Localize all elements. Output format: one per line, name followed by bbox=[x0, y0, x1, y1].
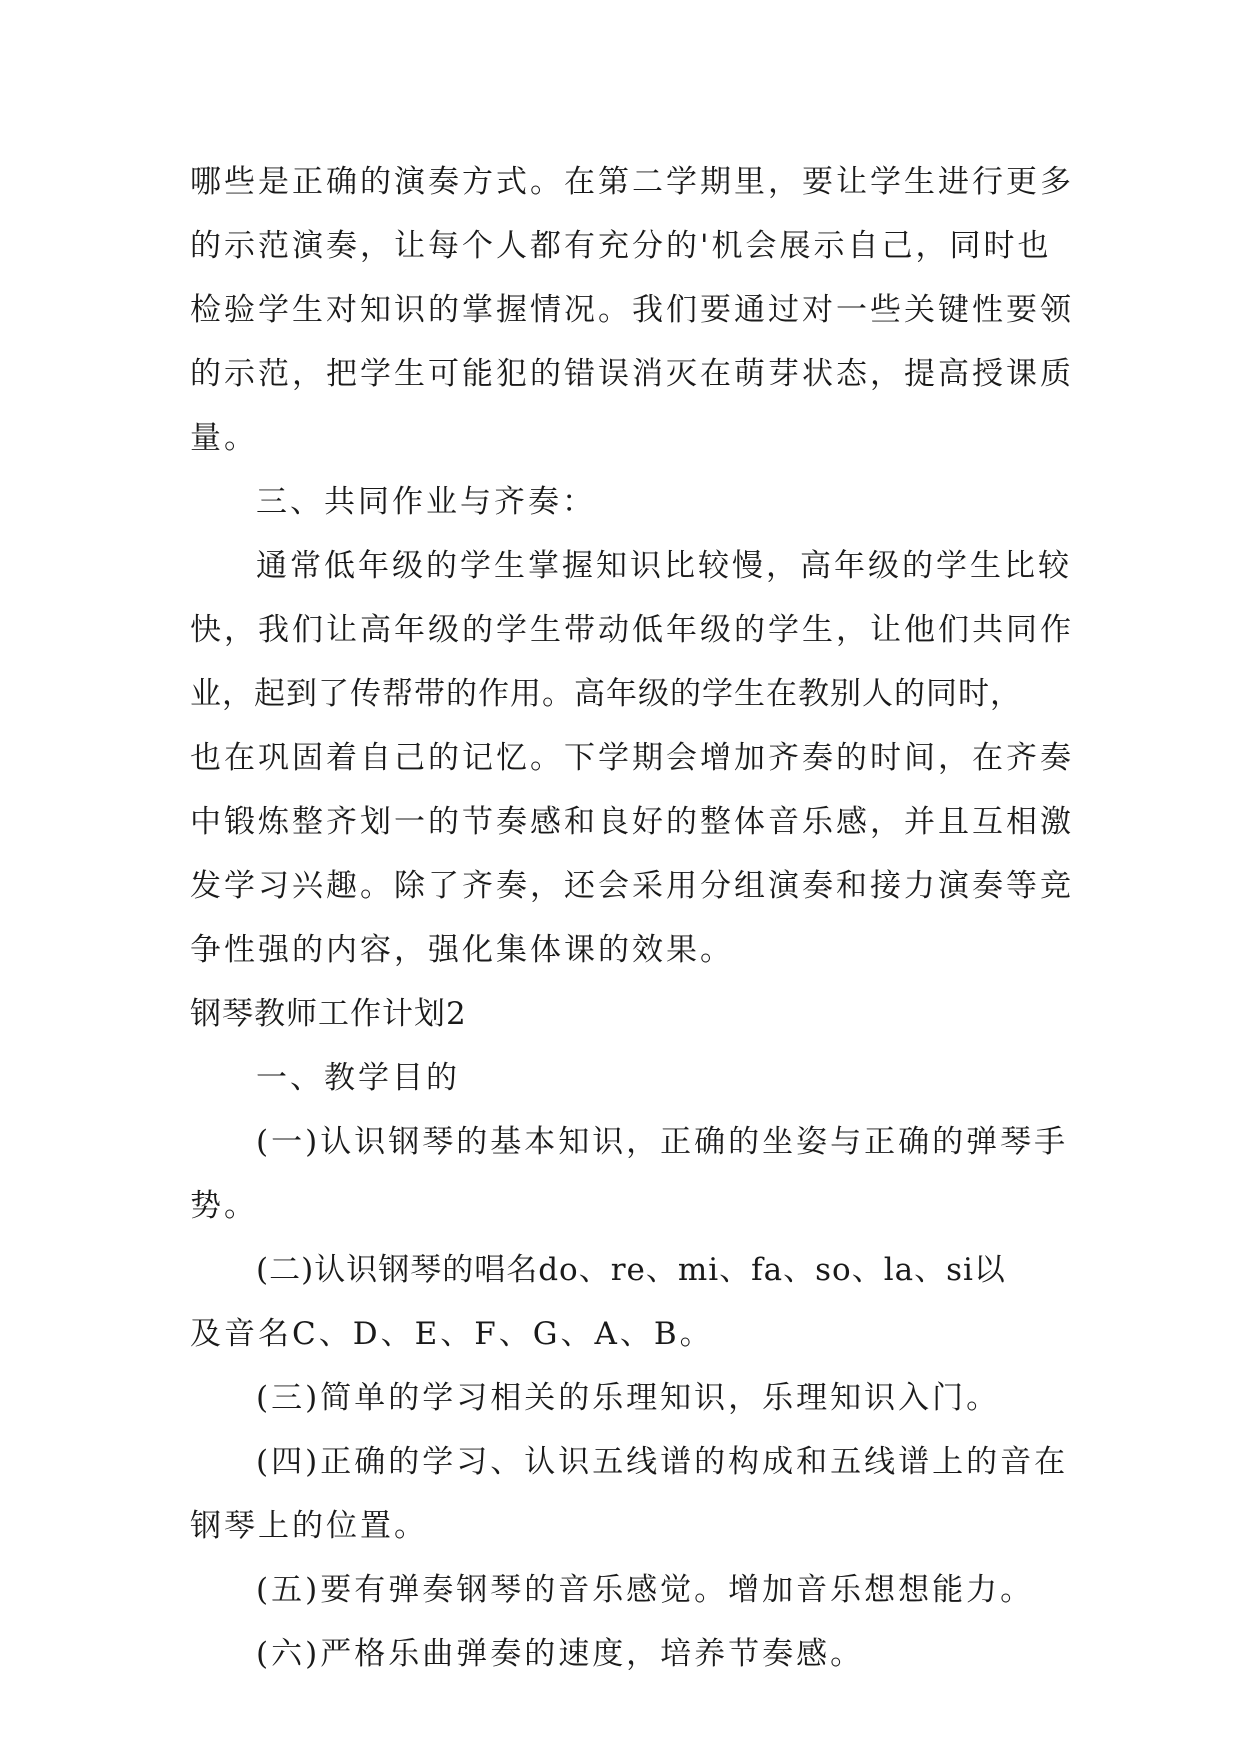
text-line: 争性强的内容，强化集体课的效果。 bbox=[190, 932, 734, 968]
text-line: 中锻炼整齐划一的节奏感和良好的整体音乐感，并且互相激 bbox=[190, 804, 1074, 840]
text-line: 及音名C、D、E、F、G、A、B。 bbox=[190, 1316, 714, 1352]
text-line: 通常低年级的学生掌握知识比较慢，高年级的学生比较 bbox=[256, 548, 1072, 584]
text-line: 势。 bbox=[190, 1188, 258, 1224]
list-item: (四)正确的学习、认识五线谱的构成和五线谱上的音在 bbox=[256, 1444, 1069, 1480]
document-page bbox=[190, 150, 1074, 1686]
text-line: 也在巩固着自己的记忆。下学期会增加齐奏的时间，在齐奏 bbox=[190, 740, 1074, 776]
section-heading: 三、共同作业与齐奏： bbox=[256, 484, 596, 520]
list-item: (二)认识钢琴的唱名do、re、mi、fa、so、la、si以 bbox=[256, 1252, 1006, 1288]
text-line: 钢琴上的位置。 bbox=[190, 1508, 428, 1544]
text-line: 哪些是正确的演奏方式。在第二学期里，要让学生进行更多 bbox=[190, 164, 1074, 200]
text-line: 快，我们让高年级的学生带动低年级的学生，让他们共同作 bbox=[190, 612, 1074, 648]
list-item: (五)要有弹奏钢琴的音乐感觉。增加音乐想想能力。 bbox=[256, 1572, 1035, 1608]
list-item: (三)简单的学习相关的乐理知识，乐理知识入门。 bbox=[256, 1380, 1001, 1416]
section-heading: 一、教学目的 bbox=[256, 1060, 460, 1096]
text-line: 检验学生对知识的掌握情况。我们要通过对一些关键性要领 bbox=[190, 292, 1074, 328]
text-line: 的示范，把学生可能犯的错误消灭在萌芽状态，提高授课质 bbox=[190, 356, 1074, 392]
text-line: 业，起到了传帮带的作用。高年级的学生在教别人的同时， bbox=[190, 676, 1022, 712]
list-item: (六)严格乐曲弹奏的速度，培养节奏感。 bbox=[256, 1636, 865, 1672]
text-line: 量。 bbox=[190, 420, 258, 456]
text-line: 发学习兴趣。除了齐奏，还会采用分组演奏和接力演奏等竞 bbox=[190, 868, 1074, 904]
document-title: 钢琴教师工作计划2 bbox=[190, 996, 467, 1032]
text-line: 的示范演奏，让每个人都有充分的'机会展示自己，同时也 bbox=[190, 228, 1052, 264]
list-item: (一)认识钢琴的基本知识，正确的坐姿与正确的弹琴手 bbox=[256, 1124, 1069, 1160]
